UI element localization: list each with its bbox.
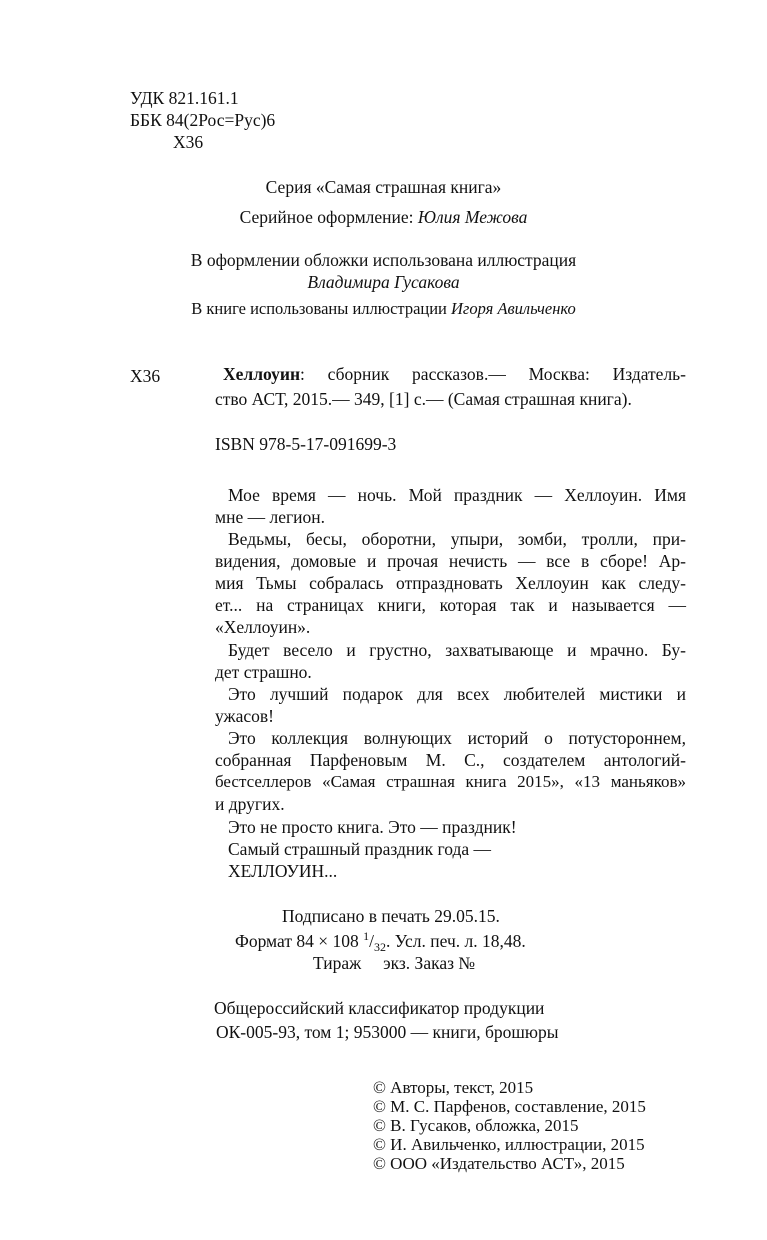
author-mark: Х36	[173, 132, 204, 152]
classifier-line-1: Общероссийский классификатор продукции	[214, 998, 545, 1018]
print-run-line: Тираж экз. Заказ №	[313, 953, 476, 973]
isbn: ISBN 978-5-17-091699-3	[215, 434, 397, 454]
format-slash: /	[369, 931, 374, 951]
cover-credit-line: В оформлении обложки использована иллюстрация	[190, 250, 577, 270]
annotation-line: и других.	[215, 794, 285, 814]
annotation-line: мне — легион.	[215, 507, 325, 527]
series-design-line	[0, 207, 767, 228]
annotation-line: ХЕЛЛОУИН...	[228, 861, 338, 881]
annotation-line: Это не просто книга. Это — праздник!	[228, 817, 517, 837]
catalog-mark: Х36	[130, 366, 161, 386]
annotation-line: Это лучший подарок для всех любителей мистики и	[228, 684, 686, 704]
udk-code: УДК 821.161.1	[130, 88, 239, 108]
copyright-line: © И. Авильченко, иллюстрации, 2015	[373, 1135, 645, 1154]
copyright-line: © Авторы, текст, 2015	[373, 1078, 534, 1097]
annotation-line: мия Тьмы собралась отпраздновать Хеллоуин как следу-	[215, 573, 686, 593]
format-numerator: 1	[363, 929, 370, 943]
illustrator-name: Игоря Авильченко	[451, 299, 576, 318]
annotation-line: «Хеллоуин».	[215, 617, 311, 637]
annotation-line: ужасов!	[215, 706, 274, 726]
annotation-line: Это коллекция волнующих историй о потустороннем,	[228, 728, 686, 748]
annotation-line: Ведьмы, бесы, оборотни, упыри, зомби, тролли, при-	[228, 529, 686, 549]
format-prefix: Формат 84 × 108	[235, 931, 359, 951]
bbk-code: ББК 84(2Рос=Рус)6	[130, 110, 276, 130]
copyright-line: © ООО «Издательство АСТ», 2015	[373, 1154, 625, 1173]
annotation-line: видения, домовые и прочая нечисть — все в сборе! Ар-	[215, 551, 686, 571]
annotation-line: Будет весело и грустно, захватывающе и мрачно. Бу-	[228, 640, 686, 660]
illustrations-label: В книге использованы иллюстрации	[191, 299, 447, 318]
series-line: Серия «Самая страшная книга»	[265, 177, 502, 197]
book-title: Хеллоуин	[223, 364, 301, 384]
copyright-line: © М. С. Парфенов, составление, 2015	[373, 1097, 646, 1116]
catalog-entry-rest: : сборник рассказов.— Москва: Издатель-	[300, 364, 686, 384]
series-designer-name: Юлия Межова	[417, 207, 528, 227]
classifier-line-2: ОК-005-93, том 1; 953000 — книги, брошюры	[216, 1022, 559, 1042]
format-suffix: . Усл. печ. л. 18,48.	[385, 931, 526, 951]
annotation-line: бестселлеров «Самая страшная книга 2015», «13 маньяков»	[215, 772, 686, 791]
annotation-line: Мое время — ночь. Мой праздник — Хеллоуин. Имя	[228, 485, 686, 505]
series-design-label: Серийное оформление:	[239, 207, 414, 227]
annotation-line: собранная Парфеновым М. С., создателем антологий-	[215, 750, 686, 770]
catalog-entry-line-2: ство АСТ, 2015.— 349, [1] с.— (Самая страшная книга).	[215, 389, 632, 409]
annotation-line: Самый страшный праздник года —	[228, 839, 492, 859]
illustrations-credit-line	[0, 299, 767, 319]
signed-for-print: Подписано в печать 29.05.15.	[282, 906, 500, 926]
catalog-entry-line-1	[223, 364, 686, 385]
annotation-line: ет... на страницах книги, которая так и называется —	[215, 595, 686, 615]
copyright-line: © В. Гусаков, обложка, 2015	[373, 1116, 579, 1135]
format-line	[235, 929, 526, 955]
cover-artist-name: Владимира Гусакова	[307, 272, 460, 292]
format-denominator: 32	[373, 940, 386, 954]
annotation-line: дет страшно.	[215, 662, 312, 682]
